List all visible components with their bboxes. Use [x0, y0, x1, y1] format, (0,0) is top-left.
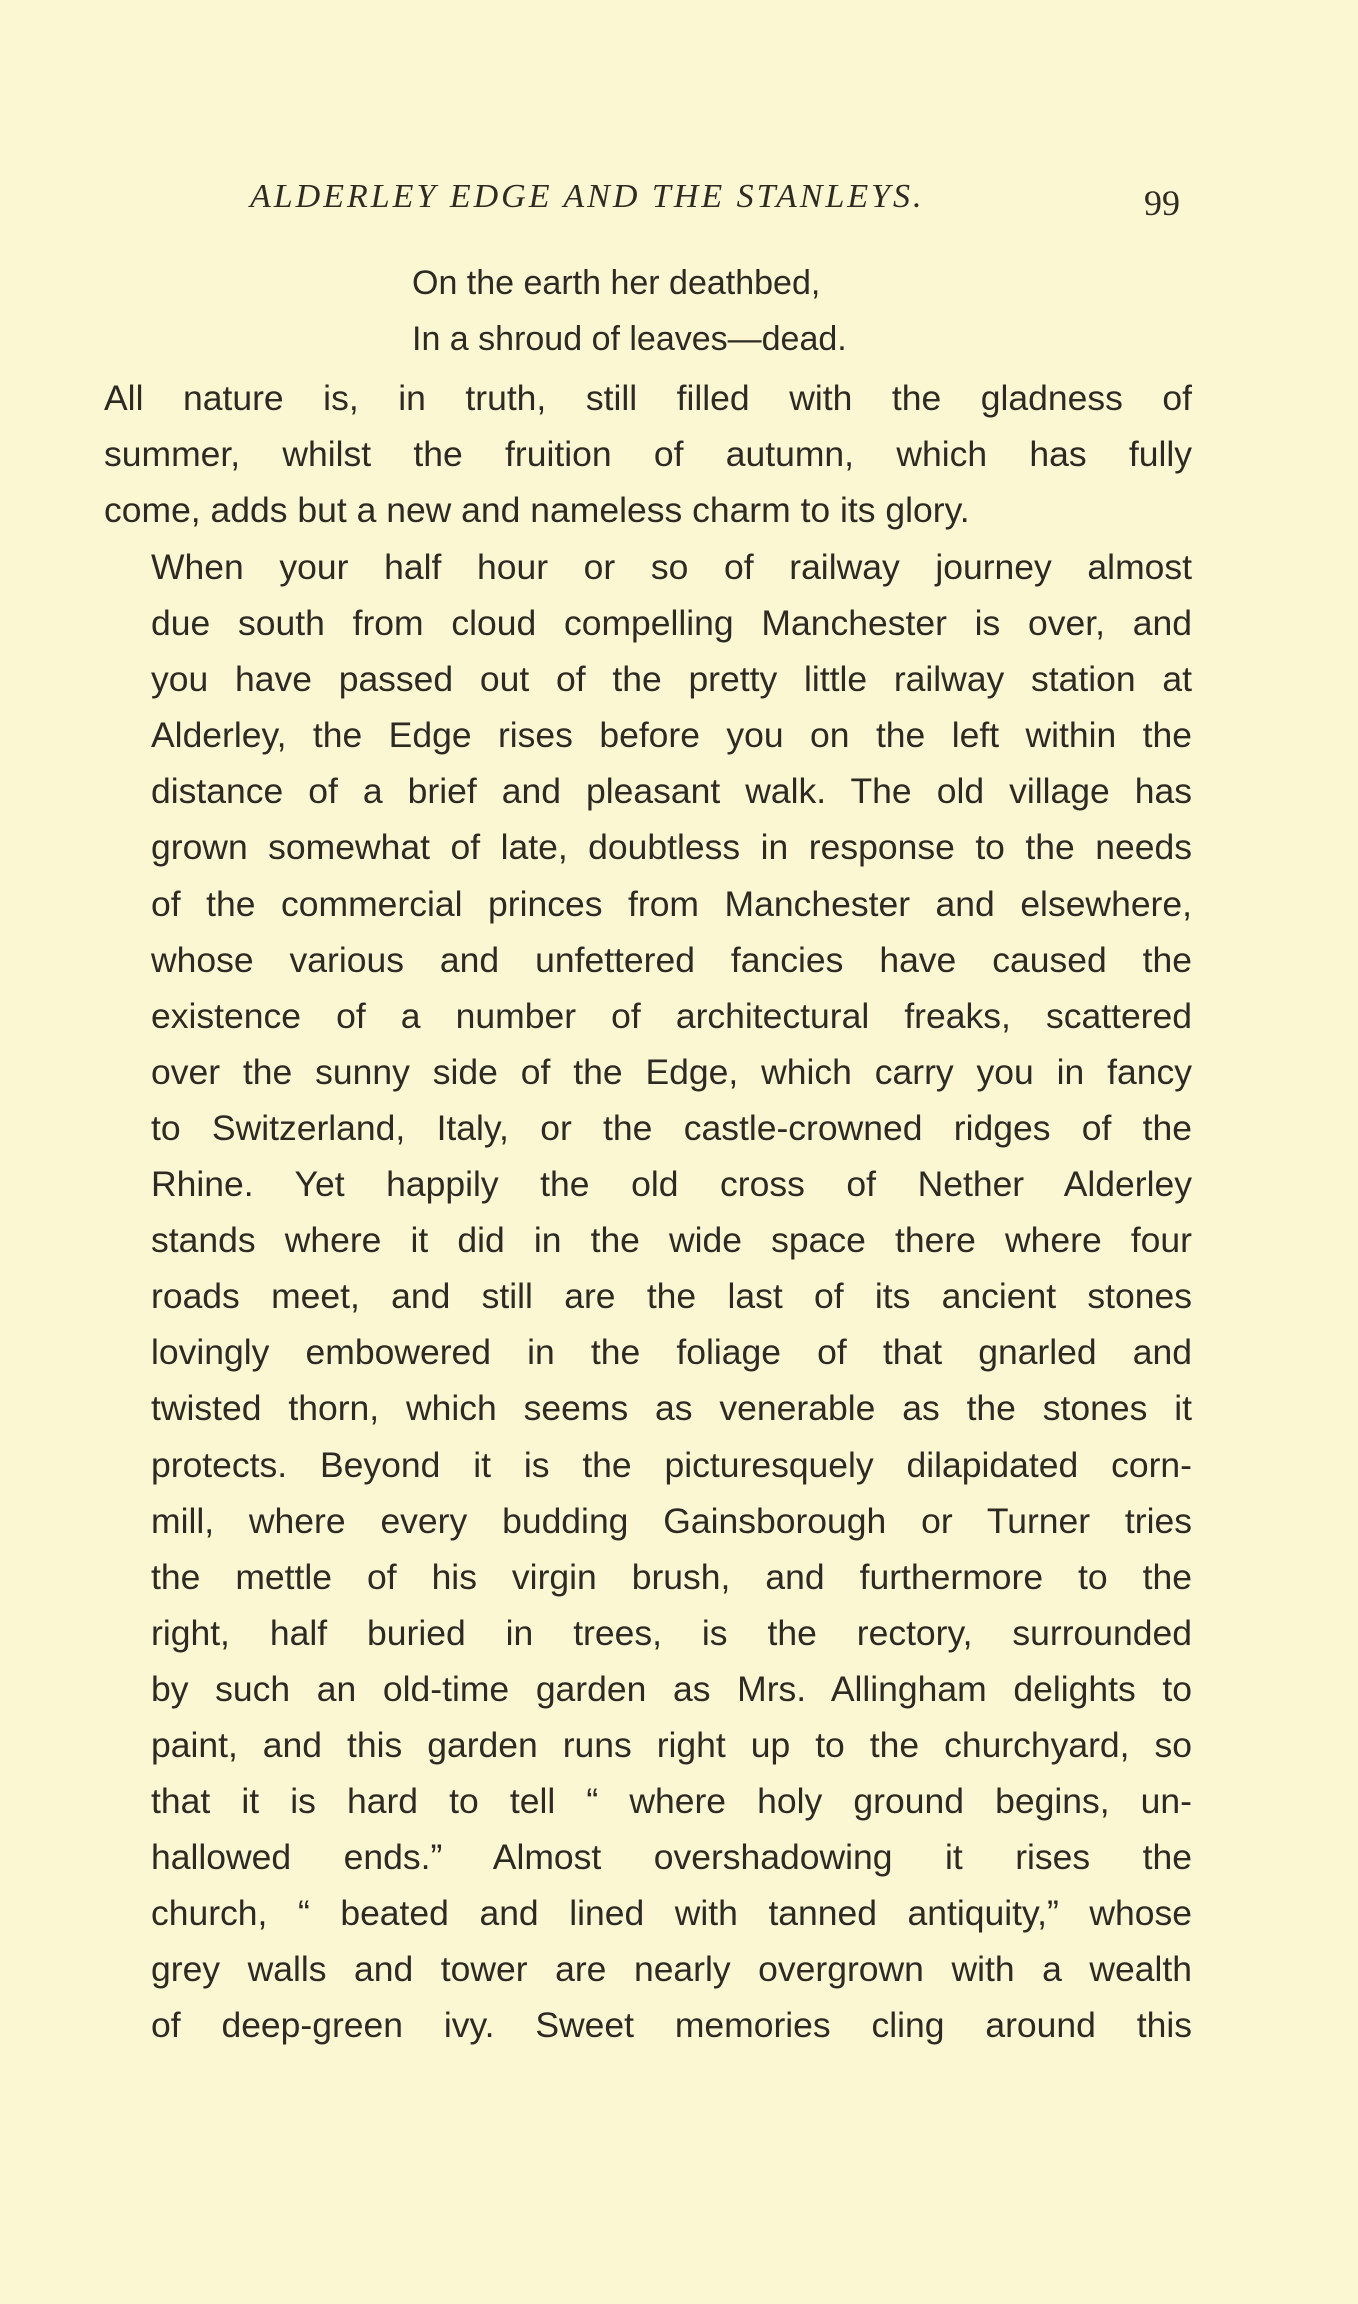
paragraph-1 [104, 370, 1192, 538]
text-line: protects. Beyond it is the picturesquely dilapidated corn- [151, 1444, 1192, 1485]
text-line: stands where it did in the wide space there where four [151, 1220, 1192, 1261]
verse-block [412, 255, 847, 367]
text-line: the mettle of his virgin brush, and furthermore to the [151, 1556, 1192, 1597]
text-line: of the commercial princes from Manchester and elsewhere, [151, 883, 1192, 924]
text-line: lovingly embowered in the foliage of that gnarled and [151, 1332, 1192, 1373]
running-title: ALDERLEY EDGE AND THE STANLEYS. [250, 178, 925, 215]
text-line: summer, whilst the fruition of autumn, which has fully [104, 434, 1192, 475]
text-line: come, adds but a new and nameless charm to its glory. [104, 490, 970, 531]
text-line: hallowed ends.” Almost overshadowing it rises the [151, 1837, 1192, 1878]
text-line: grey walls and tower are nearly overgrown with a wealth [151, 1949, 1192, 1990]
page-number: 99 [1144, 183, 1180, 223]
text-line: by such an old-time garden as Mrs. Allingham delights to [151, 1668, 1192, 1709]
text-line: All nature is, in truth, still filled with the gladness of [104, 378, 1192, 418]
text-line: that it is hard to tell “ where holy ground begins, un- [151, 1781, 1192, 1822]
text-line: paint, and this garden runs right up to the churchyard, so [151, 1724, 1192, 1765]
text-line: existence of a number of architectural freaks, scattered [151, 995, 1192, 1036]
text-line: right, half buried in trees, is the rectory, surrounded [151, 1612, 1192, 1653]
text-line: over the sunny side of the Edge, which carry you in fancy [151, 1051, 1192, 1092]
text-line: due south from cloud compelling Manchester is over, and [151, 603, 1192, 644]
text-line: mill, where every budding Gainsborough or Turner tries [151, 1500, 1192, 1541]
text-line: you have passed out of the pretty little railway station at [151, 659, 1192, 700]
text-line: distance of a brief and pleasant walk. The old village has [151, 771, 1192, 812]
text-line: grown somewhat of late, doubtless in response to the needs [151, 827, 1192, 868]
text-line: When your half hour or so of railway journey almost [151, 547, 1192, 587]
verse-line: In a shroud of leaves—dead. [412, 320, 847, 358]
paragraph-2 [104, 539, 1192, 2054]
text-line: church, “ beated and lined with tanned antiquity,” whose [151, 1893, 1192, 1934]
text-line: twisted thorn, which seems as venerable as the stones it [151, 1388, 1192, 1429]
text-line: Alderley, the Edge rises before you on the left within the [151, 715, 1192, 756]
verse-line: On the earth her deathbed, [412, 264, 821, 302]
text-line: to Switzerland, Italy, or the castle-crowned ridges of the [151, 1107, 1192, 1148]
text-line: whose various and unfettered fancies have caused the [151, 939, 1192, 980]
text-line: Rhine. Yet happily the old cross of Nether Alderley [151, 1164, 1192, 1205]
text-line: roads meet, and still are the last of its ancient stones [151, 1276, 1192, 1317]
text-line: of deep-green ivy. Sweet memories cling around this [151, 2005, 1192, 2046]
